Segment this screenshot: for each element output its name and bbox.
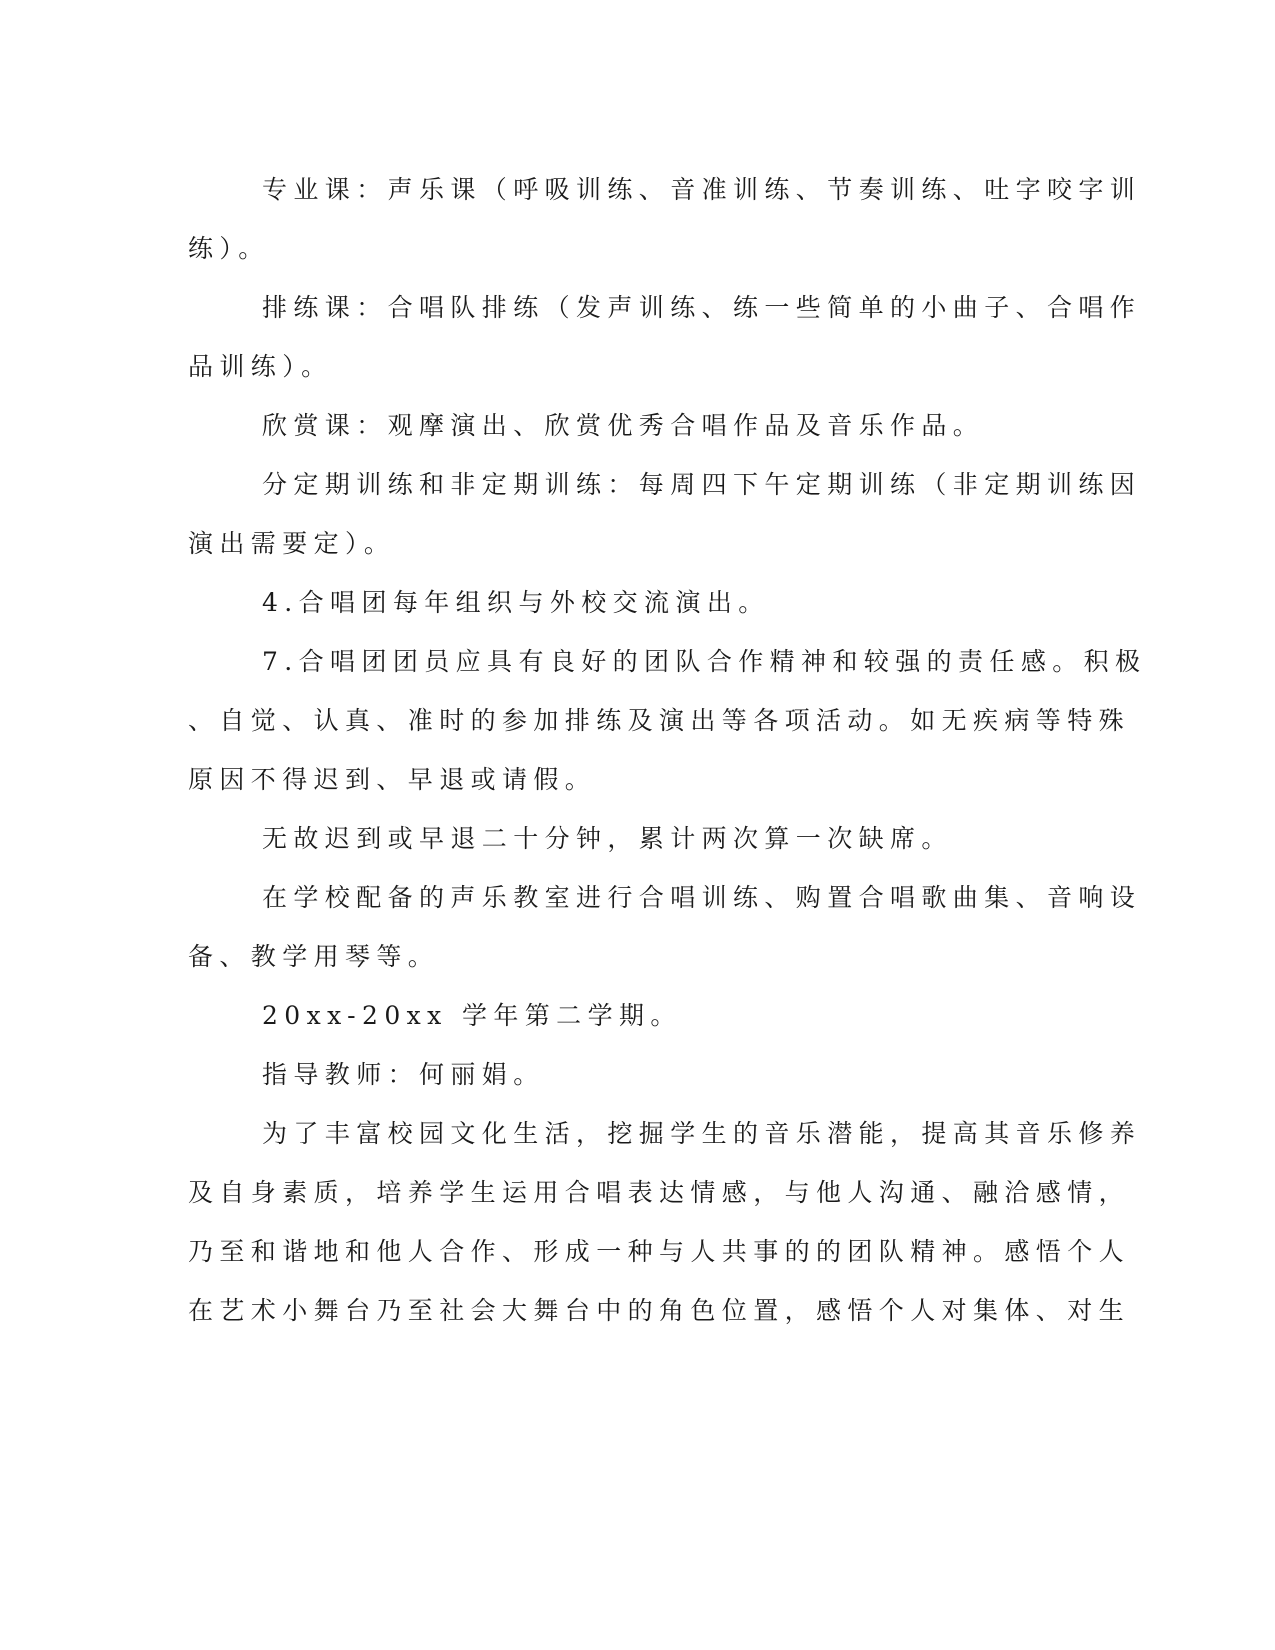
text-line: 4.合唱团每年组织与外校交流演出。	[262, 588, 770, 617]
text-line: 指导教师：何丽娟。	[262, 1060, 545, 1089]
text-line: 排练课：合唱队排练（发声训练、练一些简单的小曲子、合唱作	[262, 293, 1142, 322]
text-line: 练）。	[188, 234, 270, 263]
text-line: 无故迟到或早退二十分钟，累计两次算一次缺席。	[262, 824, 953, 853]
text-line: 专业课：声乐课（呼吸训练、音准训练、节奏训练、吐字咬字训	[262, 175, 1142, 204]
text-line: 备、教学用琴等。	[188, 942, 440, 971]
text-line: 原因不得迟到、早退或请假。	[188, 765, 597, 794]
text-line: 演出需要定）。	[188, 529, 396, 558]
text-line: 、自觉、认真、准时的参加排练及演出等各项活动。如无疾病等特殊	[188, 706, 1131, 735]
text-line: 欣赏课：观摩演出、欣赏优秀合唱作品及音乐作品。	[262, 411, 985, 440]
text-line: 在艺术小舞台乃至社会大舞台中的角色位置，感悟个人对集体、对生	[188, 1296, 1131, 1325]
text-line: 在学校配备的声乐教室进行合唱训练、购置合唱歌曲集、音响设	[262, 883, 1142, 912]
text-line: 品训练）。	[188, 352, 333, 381]
text-line: 乃至和谐地和他人合作、形成一种与人共事的的团队精神。感悟个人	[188, 1237, 1131, 1266]
text-line: 20xx-20xx 学年第二学期。	[262, 1001, 682, 1030]
text-line: 分定期训练和非定期训练：每周四下午定期训练（非定期训练因	[262, 470, 1142, 499]
text-line: 及自身素质，培养学生运用合唱表达情感，与他人沟通、融洽感情，	[188, 1178, 1131, 1207]
text-line: 为了丰富校园文化生活，挖掘学生的音乐潜能，提高其音乐修养	[262, 1119, 1142, 1148]
text-line: 7.合唱团团员应具有良好的团队合作精神和较强的责任感。积极	[262, 647, 1147, 676]
document-body	[188, 160, 1147, 1340]
